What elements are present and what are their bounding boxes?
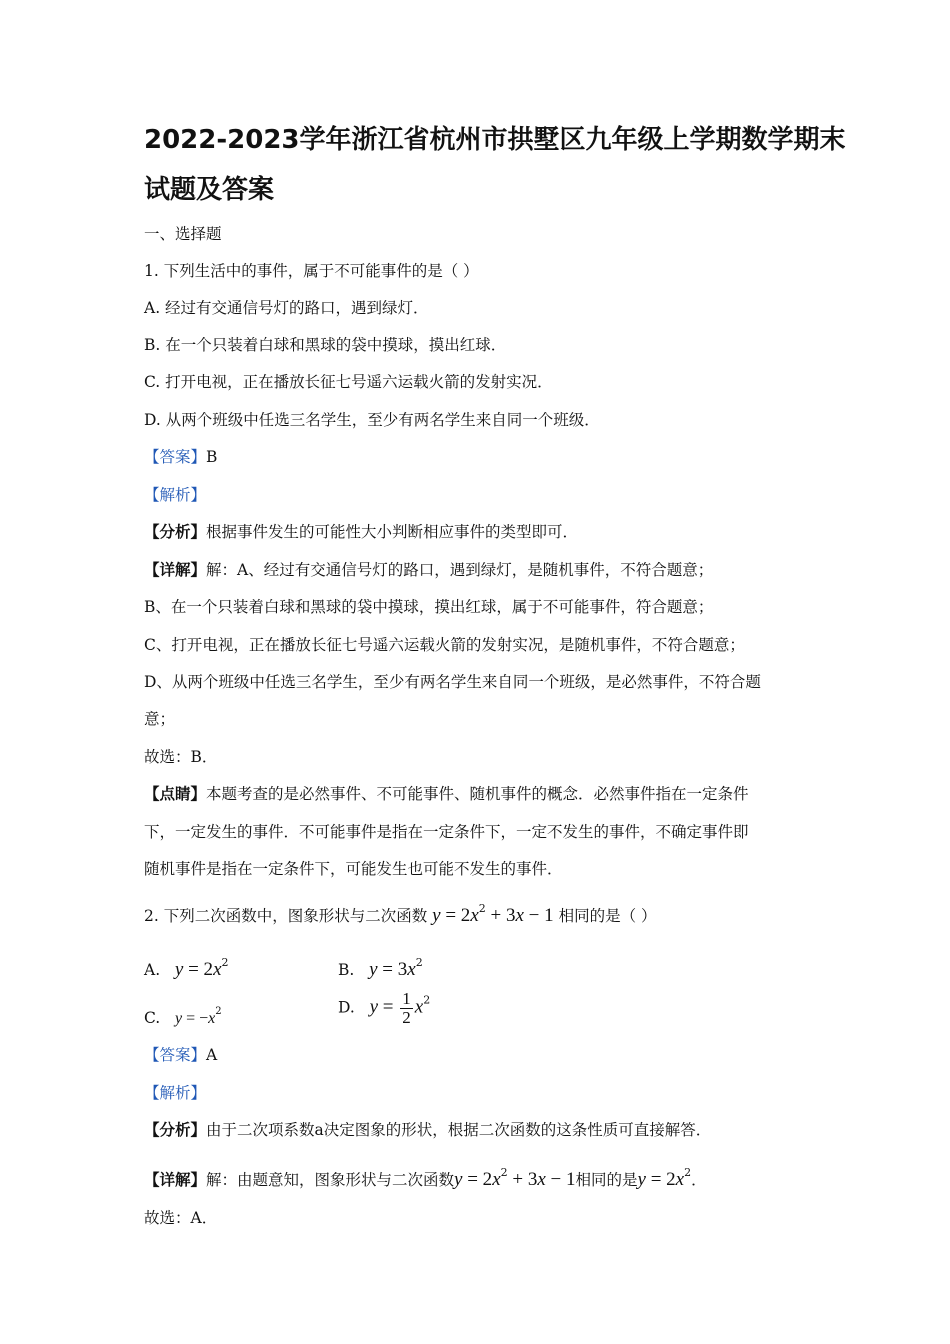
q2-stem-post: 相同的是（ ） bbox=[558, 907, 657, 925]
xiangjie-pre: 解：由题意知，图象形状与二次函数 bbox=[206, 1171, 455, 1189]
fenxi-text: 根据事件发生的可能性大小判断相应事件的类型即可． bbox=[206, 523, 579, 541]
xiangjie-mid: 相同的是 bbox=[575, 1171, 638, 1189]
one-half-fraction: $\frac{1}{2}$ bbox=[402, 989, 411, 1027]
dianjing-text: 本题考查的是必然事件、不可能事件、随机事件的概念．必然事件指在一定条件 bbox=[206, 785, 749, 803]
fenxi-text: 由于二次项系数a决定图象的形状，根据二次函数的这条性质可直接解答． bbox=[206, 1121, 712, 1139]
q2-option-c: C. $y = -x^2$ bbox=[144, 1006, 222, 1027]
q1-option-b: B. 在一个只装着白球和黑球的袋中摸球，摸出红球． bbox=[144, 336, 507, 354]
q1-xiangjie-3: C、打开电视，正在播放长征七号遥六运载火箭的发射实况，是随机事件，不符合题意； bbox=[144, 636, 745, 654]
xiangjie-end: ． bbox=[691, 1171, 707, 1189]
q1-option-c: C. 打开电视，正在播放长征七号遥六运载火箭的发射实况． bbox=[144, 373, 553, 391]
q1-option-d: D. 从两个班级中任选三名学生，至少有两名学生来自同一个班级． bbox=[144, 411, 600, 429]
answer-tag: 【答案】 bbox=[144, 1046, 207, 1064]
q2-option-b: B. $y = 3x^2$ bbox=[338, 956, 423, 980]
q1-choose: 故选：B． bbox=[144, 748, 218, 766]
q2-option-c-label: C. bbox=[144, 1009, 161, 1027]
q1-answer: B bbox=[206, 448, 218, 466]
q1-dianjing-3: 随机事件是指在一定条件下，可能发生也可能不发生的事件． bbox=[144, 860, 563, 878]
section-heading: 一、选择题 bbox=[144, 225, 222, 243]
q2-xiangjie-result: $y = 2x^2$ bbox=[637, 1166, 692, 1190]
q2-answer: A bbox=[206, 1046, 218, 1064]
q2-option-b-label: B. bbox=[338, 961, 355, 979]
q1-stem: 1. 下列生活中的事件，属于不可能事件的是（ ） bbox=[144, 262, 479, 280]
q2-analysis-tag: 【解析】 bbox=[144, 1084, 207, 1102]
xiangjie-tag: 【详解】 bbox=[144, 560, 207, 579]
q1-option-a: A. 经过有交通信号灯的路口，遇到绿灯． bbox=[144, 299, 429, 317]
q2-answer-line bbox=[144, 1045, 814, 1065]
q2-stem-pre: 2. 下列二次函数中，图象形状与二次函数 bbox=[144, 907, 428, 925]
q1-dianjing-1 bbox=[144, 784, 814, 804]
q2-option-d: D. y = $\frac{1}{2}$ $x^2$ bbox=[338, 989, 431, 1027]
fenxi-tag: 【分析】 bbox=[144, 1120, 207, 1139]
doc-title-line1: 2022-2023学年浙江省杭州市拱墅区九年级上学期数学期末 bbox=[144, 125, 846, 155]
doc-title-line2: 试题及答案 bbox=[144, 175, 275, 205]
q2-stem bbox=[144, 899, 814, 926]
q2-choose: 故选：A． bbox=[144, 1209, 218, 1227]
q1-dianjing-2: 下，一定发生的事件．不可能事件是指在一定条件下，一定不发生的事件，不确定事件即 bbox=[144, 823, 749, 841]
q1-xiangjie-5: 意； bbox=[144, 710, 176, 728]
answer-tag: 【答案】 bbox=[144, 448, 207, 466]
q1-answer-line bbox=[144, 447, 814, 467]
q2-option-a: A. $y = 2x^2$ bbox=[144, 956, 229, 980]
q2-stem-formula: $y = 2x^2 + 3x - 1$ bbox=[432, 902, 554, 926]
q2-xiangjie-formula: $y = 2x^2 + 3x - 1$ bbox=[454, 1166, 576, 1190]
xiangjie-text: 解：A、经过有交通信号灯的路口，遇到绿灯，是随机事件，不符合题意； bbox=[206, 561, 714, 579]
dianjing-tag: 【点睛】 bbox=[144, 784, 207, 803]
q1-xiangjie-1 bbox=[144, 560, 814, 580]
fenxi-tag: 【分析】 bbox=[144, 522, 207, 541]
q1-fenxi bbox=[144, 522, 814, 542]
q1-analysis-tag: 【解析】 bbox=[144, 486, 207, 504]
q1-xiangjie-2: B、在一个只装着白球和黑球的袋中摸球，摸出红球，属于不可能事件，符合题意； bbox=[144, 598, 714, 616]
xiangjie-tag: 【详解】 bbox=[144, 1170, 207, 1189]
q1-xiangjie-4: D、从两个班级中任选三名学生，至少有两名学生来自同一个班级，是必然事件，不符合题 bbox=[144, 673, 761, 691]
q2-option-d-label: D. bbox=[338, 998, 355, 1017]
q2-xiangjie bbox=[144, 1163, 814, 1190]
q2-option-a-label: A. bbox=[144, 961, 161, 979]
q2-fenxi bbox=[144, 1120, 814, 1140]
